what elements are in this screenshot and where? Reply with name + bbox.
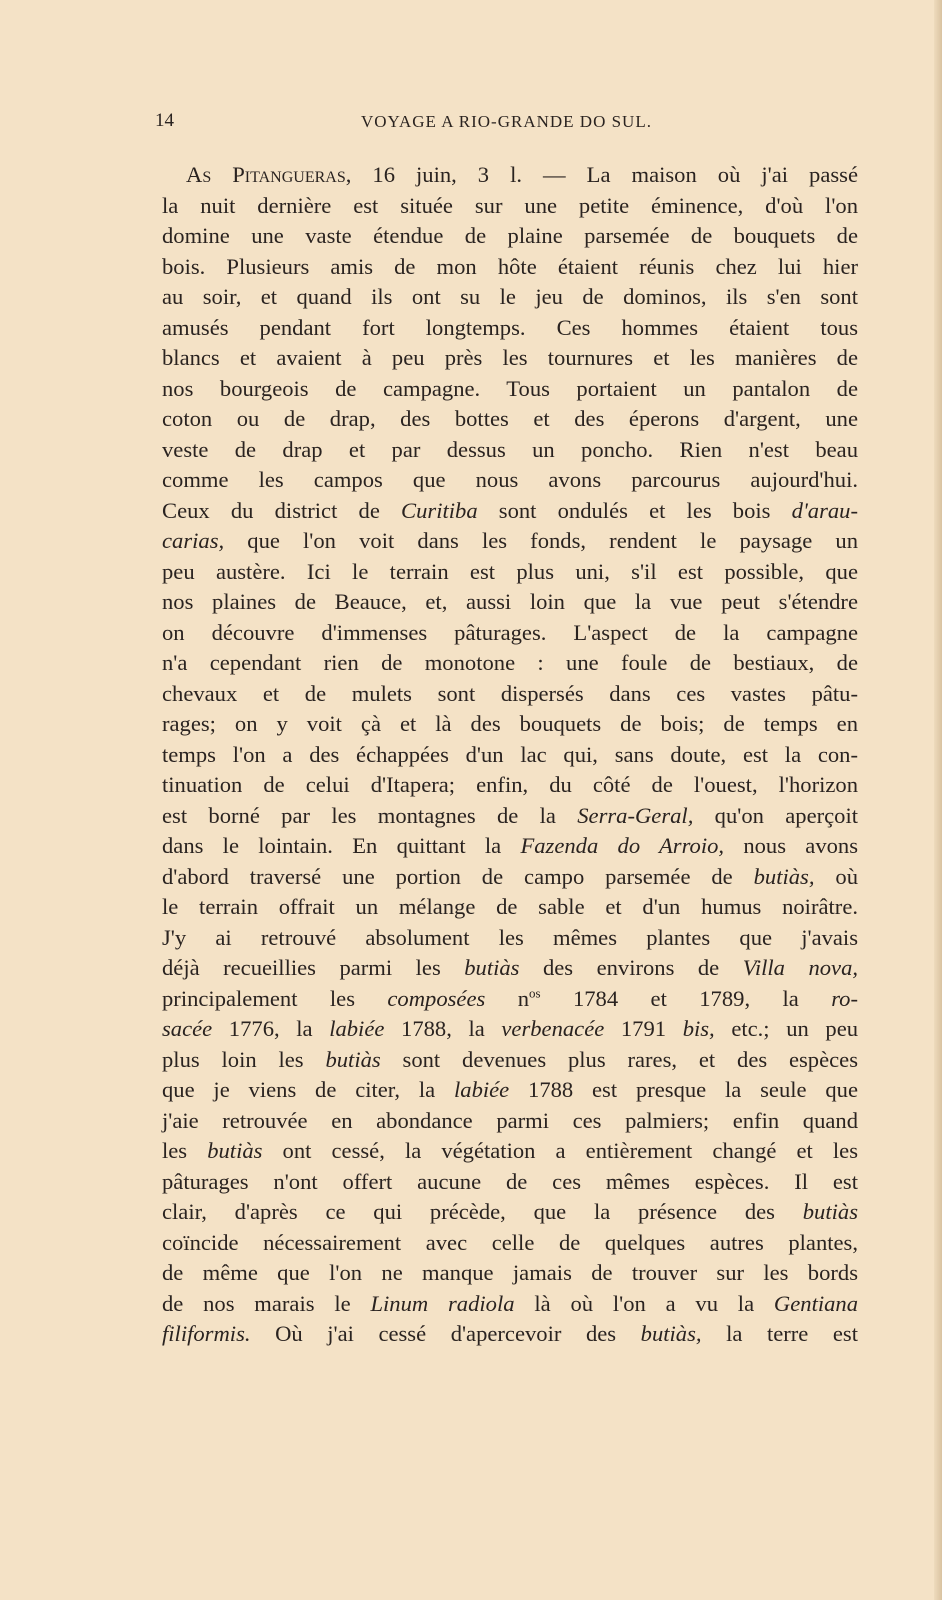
text-line [162,1045,858,1076]
text-line [162,1014,858,1045]
text-segment: nos bourgeois de campagne. Tous portaient un pantalon de [162,375,858,401]
text-segment: que l'on voit dans les fonds, rendent le paysage un [224,528,858,553]
text-line [162,404,858,435]
text-line [162,313,858,344]
text-line [162,892,858,923]
text-line [162,252,858,283]
italic-text: Serra-Geral, [577,802,694,828]
text-segment: rages; on y voit çà et là des bouquets de bois; de temps en [162,711,858,736]
text-line [162,374,858,405]
text-segment: pâturages n'ont offert aucune de ces mêmes espèces. Il est [162,1168,858,1194]
text-segment: que je viens de citer, la [162,1077,454,1102]
text-line [162,740,858,771]
italic-text: sacée [162,1016,213,1041]
text-segment: chevaux et de mulets sont dispersés dans ces vastes pâtu- [162,680,858,706]
text-segment: 1788, la [384,1016,502,1041]
italic-text: Linum radiola [370,1290,515,1316]
italic-text: carias, [162,528,225,553]
text-segment: au soir, et quand ils ont su le jeu de dominos, ils s'en sont [162,284,858,309]
page-number: 14 [155,110,174,131]
text-segment: clair, d'après ce qui précède, que la présence des [162,1199,803,1224]
text-segment: tinuation de celui d'Itapera; enfin, du côté de l'ouest, l'horizon [162,772,858,797]
text-segment: des environs de [519,955,743,980]
text-segment: la terre est [701,1321,858,1346]
text-line [162,557,858,588]
text-segment: Ceux du district de [162,497,402,523]
text-segment: J'y ai retrouvé absolument les mêmes plantes que j'avais [162,924,858,950]
text-line [162,1197,858,1228]
text-segment: nos plaines de Beauce, et, aussi loin que la vue peut s'étendre [162,589,858,614]
superscript-text: os [529,984,541,1000]
text-line [162,526,858,557]
text-line [162,679,858,710]
italic-text: butiàs [207,1138,263,1163]
text-line [162,1136,858,1167]
italic-text: Villa nova, [742,955,859,980]
italic-text: d'arau- [791,497,858,523]
text-segment: Où j'ai cessé d'apercevoir des [250,1321,641,1346]
text-segment: là où l'on a vu la [514,1290,774,1316]
text-segment: le terrain offrait un mélange de sable et d'un humus noirâtre. [162,894,858,919]
text-segment: les [162,1138,208,1163]
italic-text: butiàs [325,1046,381,1072]
text-line [162,923,858,954]
text-segment: etc.; un peu [714,1016,859,1041]
text-segment: d'abord traversé une portion de campo parsemée de [162,863,754,889]
text-line [162,648,858,679]
italic-text: butiàs [802,1199,858,1224]
text-segment: nous avons [724,833,858,858]
text-line [162,1075,858,1106]
text-segment: plus loin les [162,1046,326,1072]
italic-text: labiée [329,1016,385,1041]
text-segment: de même que l'on ne manque jamais de trouver sur les bords [162,1260,858,1285]
text-line [162,496,858,527]
text-line [162,618,858,649]
body-text [162,160,858,1350]
text-segment: principalement les [162,985,388,1011]
text-segment: , 16 juin, 3 l. — La maison où j'ai passé [345,162,858,187]
text-segment: la nuit dernière est située sur une petite éminence, d'où l'on [162,192,858,218]
small-caps-text: As Pitangueras [186,162,346,187]
text-segment: amusés pendant fort longtemps. Ces hommes étaient tous [162,314,858,340]
text-line [162,862,858,893]
text-segment: qu'on aperçoit [693,802,858,828]
italic-text: filiformis. [162,1321,251,1346]
italic-text: labiée [454,1077,510,1102]
text-segment: 1784 et 1789, la [540,985,832,1011]
text-segment: peu austère. Ici le terrain est plus uni, s'il est possible, que [162,558,858,584]
text-line [162,435,858,466]
italic-text: Fazenda do Arroio, [520,833,725,858]
italic-text: Curitiba [401,497,478,523]
text-segment: déjà recueillies parmi les [162,955,465,980]
italic-text: butiàs, [640,1321,702,1346]
text-line [162,984,858,1015]
text-line [162,282,858,313]
text-line [162,1106,858,1137]
text-segment: 1791 [604,1016,683,1041]
text-segment: de nos marais le [162,1290,371,1316]
running-title: VOYAGE A RIO-GRANDE DO SUL. [361,112,652,131]
text-segment: 1788 est presque la seule que [509,1077,858,1102]
text-line [162,770,858,801]
text-segment: on découvre d'immenses pâturages. L'aspect de la campagne [162,619,858,645]
text-segment: coïncide nécessairement avec celle de quelques autres plantes, [162,1229,858,1255]
text-line [162,801,858,832]
italic-text: bis, [682,1016,715,1041]
text-segment: comme les campos que nous avons parcourus aujourd'hui. [162,467,858,492]
text-line [162,343,858,374]
italic-text: butiàs [464,955,520,980]
text-segment: 1776, la [212,1016,330,1041]
text-line [162,709,858,740]
text-segment: domine une vaste étendue de plaine parsemée de bouquets de [162,223,858,248]
text-line [162,465,858,496]
text-line [162,1228,858,1259]
text-segment: j'aie retrouvée en abondance parmi ces palmiers; enfin quand [162,1107,858,1133]
text-segment: ont cessé, la végétation a entièrement changé et les [262,1138,858,1163]
text-segment: n'a cependant rien de monotone : une foule de bestiaux, de [162,650,858,675]
text-segment: temps l'on a des échappées d'un lac qui, sans doute, est la con- [162,741,858,767]
text-line [162,221,858,252]
italic-text: butiàs, [753,863,815,889]
text-segment: bois. Plusieurs amis de mon hôte étaient réunis chez lui hier [162,253,858,279]
italic-text: Gentiana [773,1290,859,1316]
text-line [162,587,858,618]
text-line [162,160,858,191]
text-segment: blancs et avaient à peu près les tournures et les manières de [162,345,858,370]
text-segment: veste de drap et par dessus un poncho. Rien n'est beau [162,436,858,462]
text-line [162,191,858,222]
text-line [162,1319,858,1350]
text-segment: coton ou de drap, des bottes et des éperons d'argent, une [162,406,858,431]
italic-text: ro- [831,985,858,1011]
text-line [162,831,858,862]
text-segment: sont ondulés et les bois [477,497,792,523]
text-line [162,953,858,984]
text-segment: dans le lointain. En quittant la [162,833,521,858]
text-line [162,1289,858,1320]
text-segment: où [814,863,858,889]
running-header [155,110,858,136]
text-segment: est borné par les montagnes de la [162,802,578,828]
text-segment: n [485,985,529,1011]
italic-text: verbenacée [501,1016,605,1041]
italic-text: composées [387,985,486,1011]
page-edge [934,0,942,1600]
text-line [162,1258,858,1289]
text-segment: sont devenues plus rares, et des espèces [380,1046,858,1072]
text-line [162,1167,858,1198]
